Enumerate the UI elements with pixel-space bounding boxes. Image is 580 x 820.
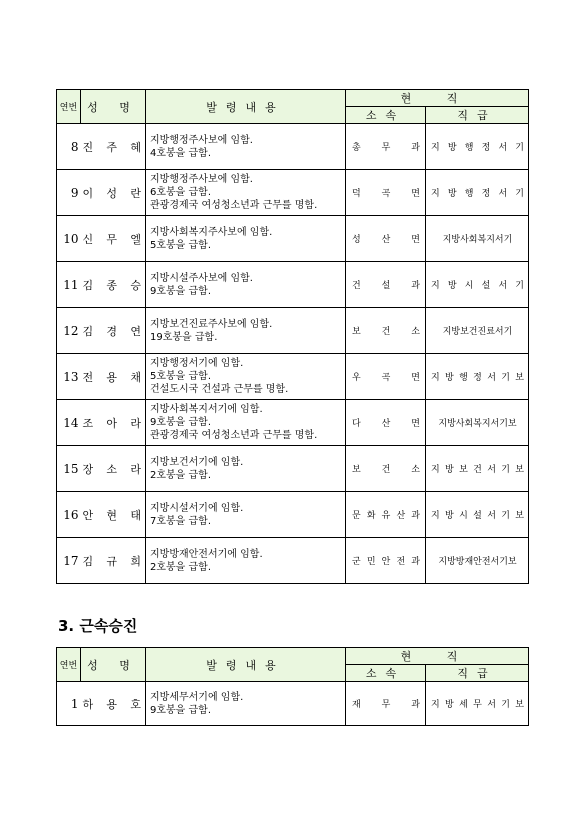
appointment-line: 19호봉을 급함. <box>150 331 218 343</box>
header-no: 연번 <box>57 90 81 124</box>
row-number: 9 <box>57 170 81 216</box>
appointment-line: 건설도시국 건설과 근무를 명함. <box>150 384 289 395</box>
appointment-content <box>146 308 346 354</box>
person-name: 장 소 라 <box>82 462 141 476</box>
person-name: 조 아 라 <box>82 416 141 430</box>
rank-cell <box>426 538 529 584</box>
person-name-cell <box>81 400 146 446</box>
person-name: 하 용 호 <box>82 697 141 711</box>
appointment-line: 2호봉을 급함. <box>150 561 212 573</box>
rank-cell <box>426 170 529 216</box>
appointment-content <box>146 682 346 726</box>
appointment-line: 지방시설서기에 임함. <box>150 502 244 514</box>
table-row <box>57 308 529 354</box>
appointment-table <box>56 89 529 584</box>
row-number: 15 <box>57 446 81 492</box>
appointment-line: 지방방재안전서기에 임함. <box>150 548 263 560</box>
department-cell <box>346 400 426 446</box>
rank: 지 방 행 정 서 기 <box>431 189 524 199</box>
person-name-cell <box>81 170 146 216</box>
rank: 지방사회복지서기 <box>442 235 513 245</box>
department-cell <box>346 354 426 400</box>
appointment-line: 9호봉을 급함. <box>150 417 212 428</box>
row-number: 13 <box>57 354 81 400</box>
appointment-content <box>146 400 346 446</box>
appointment-content <box>146 170 346 216</box>
department: 덕 곡 면 <box>352 189 420 199</box>
appointment-line: 9호봉을 급함. <box>150 704 212 716</box>
department-cell <box>346 446 426 492</box>
appointment-line: 4호봉을 급함. <box>150 147 212 159</box>
department: 총 무 과 <box>352 143 420 153</box>
appointment-line: 2호봉을 급함. <box>150 469 212 481</box>
appointment-content <box>146 446 346 492</box>
appointment-line: 지방세무서기에 임함. <box>150 691 244 703</box>
header-content: 발령내용 <box>146 90 346 124</box>
person-name: 김 종 승 <box>82 278 141 292</box>
rank-cell <box>426 262 529 308</box>
rank-cell <box>426 446 529 492</box>
seniority-promotion-table <box>56 647 529 726</box>
appointment-line: 지방행정서기에 임함. <box>150 358 244 369</box>
table-row <box>57 216 529 262</box>
rank-cell <box>426 492 529 538</box>
person-name-cell <box>81 216 146 262</box>
department-cell <box>346 682 426 726</box>
department-cell <box>346 308 426 354</box>
section-title-seniority-promotion: 3. 근속승진 <box>58 617 138 635</box>
appointment-line: 7호봉을 급함. <box>150 515 212 527</box>
rank: 지방방재안전서기보 <box>438 557 517 567</box>
department: 보 건 소 <box>352 465 420 475</box>
rank-cell <box>426 354 529 400</box>
appointment-line: 지방보건진료주사보에 임함. <box>150 318 273 330</box>
header-dept: 소속 <box>346 665 426 682</box>
department: 성 산 면 <box>352 235 420 245</box>
person-name-cell <box>81 682 146 726</box>
rank-cell <box>426 400 529 446</box>
appointment-content <box>146 262 346 308</box>
header-no: 연번 <box>57 648 81 682</box>
row-number: 14 <box>57 400 81 446</box>
appointment-content <box>146 124 346 170</box>
header-name: 성 명 <box>81 90 146 124</box>
department: 문 화 유 산 과 <box>352 511 420 521</box>
person-name: 김 경 연 <box>82 324 141 338</box>
table-row <box>57 170 529 216</box>
department: 보 건 소 <box>352 327 420 337</box>
rank: 지방보건진료서기 <box>442 327 513 337</box>
appointment-line: 5호봉을 급함. <box>150 239 212 251</box>
person-name-cell <box>81 308 146 354</box>
rank: 지 방 시 설 서 기 보 <box>431 511 524 521</box>
table-row <box>57 446 529 492</box>
rank-cell <box>426 124 529 170</box>
rank: 지 방 행 정 서 기 보 <box>431 373 524 383</box>
department: 군 민 안 전 과 <box>352 557 420 567</box>
person-name: 전 용 채 <box>82 370 141 384</box>
rank-cell <box>426 216 529 262</box>
department-cell <box>346 124 426 170</box>
appointment-line: 지방사회복지서기에 임함. <box>150 404 263 415</box>
header-name: 성 명 <box>81 648 146 682</box>
rank: 지 방 시 설 서 기 <box>431 281 524 291</box>
row-number: 17 <box>57 538 81 584</box>
rank: 지 방 보 건 서 기 보 <box>431 465 524 475</box>
person-name: 진 주 혜 <box>82 140 141 154</box>
appointment-line: 관광경제국 여성청소년과 근무를 명함. <box>150 430 318 441</box>
table-row <box>57 492 529 538</box>
department-cell <box>346 216 426 262</box>
person-name: 신 무 엘 <box>82 232 141 246</box>
person-name-cell <box>81 124 146 170</box>
appointment-line: 지방행정주사보에 임함. <box>150 174 253 185</box>
department: 재 무 과 <box>352 700 420 710</box>
table-row <box>57 262 529 308</box>
appointment-line: 5호봉을 급함. <box>150 371 212 382</box>
appointment-line: 지방행정주사보에 임함. <box>150 134 253 146</box>
department-cell <box>346 262 426 308</box>
appointment-content <box>146 216 346 262</box>
appointment-content <box>146 538 346 584</box>
header-rank: 직급 <box>426 665 529 682</box>
row-number: 12 <box>57 308 81 354</box>
person-name: 김 규 희 <box>82 554 141 568</box>
rank-cell <box>426 308 529 354</box>
table-row <box>57 124 529 170</box>
person-name-cell <box>81 446 146 492</box>
header-current-position: 현 직 <box>346 648 529 665</box>
person-name-cell <box>81 492 146 538</box>
appointment-line: 9호봉을 급함. <box>150 285 212 297</box>
department-cell <box>346 492 426 538</box>
row-number: 10 <box>57 216 81 262</box>
header-rank: 직급 <box>426 107 529 124</box>
header-content: 발령내용 <box>146 648 346 682</box>
appointment-line: 지방시설주사보에 임함. <box>150 272 253 284</box>
department: 건 설 과 <box>352 281 420 291</box>
appointment-line: 지방보건서기에 임함. <box>150 456 244 468</box>
department: 다 산 면 <box>352 419 420 429</box>
rank: 지 방 세 무 서 기 보 <box>431 700 524 710</box>
appointment-content <box>146 354 346 400</box>
row-number: 16 <box>57 492 81 538</box>
appointment-line: 관광경제국 여성청소년과 근무를 명함. <box>150 200 318 211</box>
table-row <box>57 682 529 726</box>
department: 우 곡 면 <box>352 373 420 383</box>
row-number: 1 <box>57 682 81 726</box>
department-cell <box>346 538 426 584</box>
appointment-line: 6호봉을 급함. <box>150 187 212 198</box>
table-row <box>57 400 529 446</box>
table-row <box>57 538 529 584</box>
person-name-cell <box>81 262 146 308</box>
person-name: 이 성 란 <box>82 186 141 200</box>
appointment-content <box>146 492 346 538</box>
row-number: 11 <box>57 262 81 308</box>
rank-cell <box>426 682 529 726</box>
person-name: 안 현 태 <box>82 508 141 522</box>
rank: 지 방 행 정 서 기 <box>431 143 524 153</box>
person-name-cell <box>81 538 146 584</box>
table-row <box>57 354 529 400</box>
appointment-line: 지방사회복지주사보에 임함. <box>150 226 273 238</box>
header-dept: 소속 <box>346 107 426 124</box>
rank: 지방사회복지서기보 <box>438 419 517 429</box>
header-current-position: 현 직 <box>346 90 529 107</box>
department-cell <box>346 170 426 216</box>
row-number: 8 <box>57 124 81 170</box>
person-name-cell <box>81 354 146 400</box>
